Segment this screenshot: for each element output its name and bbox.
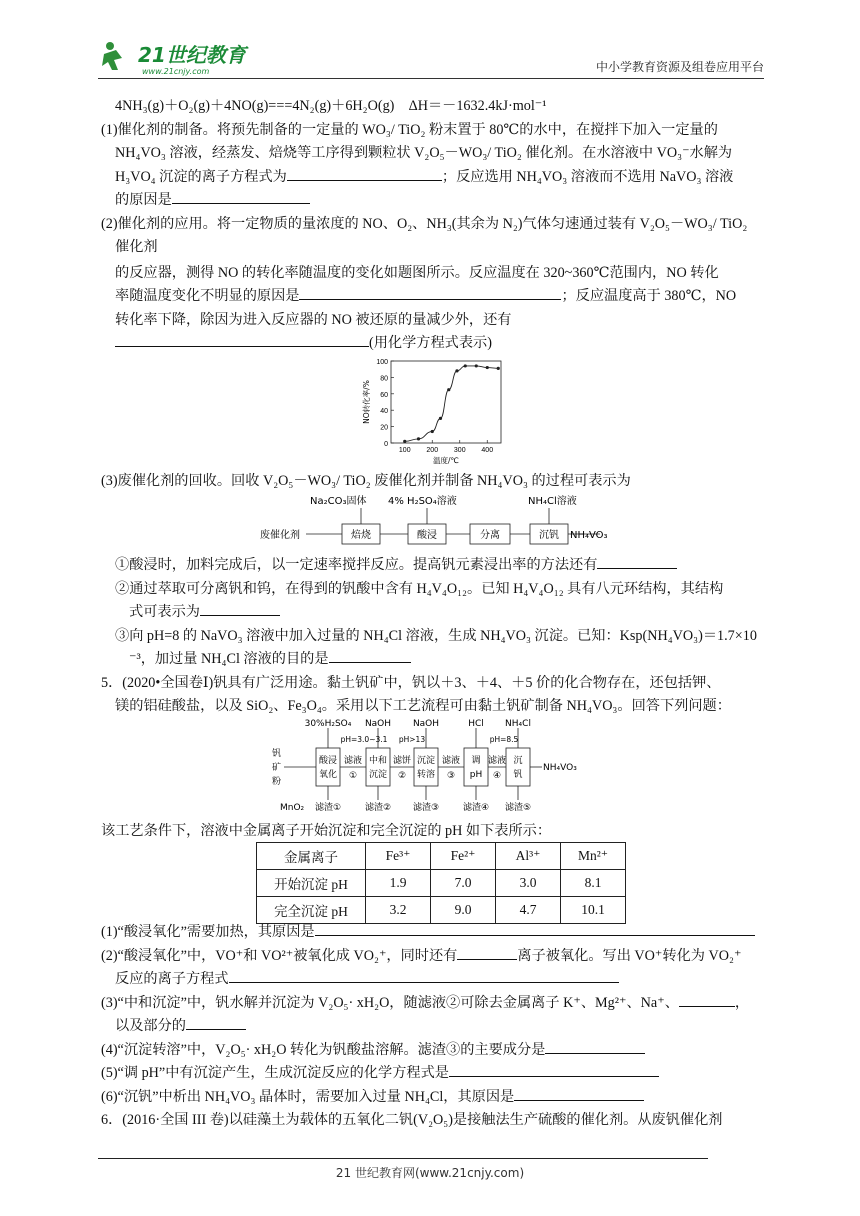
data-point <box>439 417 442 420</box>
reagent-label: NH₄Cl <box>505 719 531 729</box>
sub-question: (5)“调 pH”中有沉淀产生，生成沉淀反应的化学方程式是 <box>101 1062 771 1086</box>
answer-blank <box>287 166 442 181</box>
link-label: ② <box>397 771 407 781</box>
series-line <box>405 366 499 441</box>
x-axis-label: 温度/℃ <box>433 456 459 465</box>
answer-blank <box>597 554 677 569</box>
answer-blank <box>545 1039 645 1054</box>
data-point <box>447 388 450 391</box>
text-line: (用化学方程式表示) <box>115 332 765 356</box>
process-label: 钒 <box>513 770 523 780</box>
answer-blank <box>514 1086 644 1101</box>
link-label: ① <box>348 771 358 781</box>
sub-question: (1)“酸浸氧化”需要加热，其原因是 <box>101 921 771 945</box>
platform-name: 中小学教育资源及组卷应用平台 <box>595 60 764 74</box>
question-text-top <box>101 95 765 356</box>
table-cell: 4.7 <box>496 897 561 924</box>
reagent-label: HCl <box>468 719 484 729</box>
answer-blank <box>186 1015 246 1030</box>
y-tick-label: 0 <box>384 441 388 448</box>
text-line: NH₄VO₃ 溶液，经蒸发、焙烧等工序得到颗粒状 V₂O₅－WO₃/ TiO₂ 催化剂。在水溶液中 VO₃⁻水解为 <box>115 145 733 161</box>
residue-label: 滤渣④ <box>462 803 490 813</box>
flow-start: 粉 <box>272 777 282 787</box>
flow-input-label: Na₂CO₃固体 <box>310 496 367 507</box>
footer-text: 21 世纪教育网(www.21cnjy.com) <box>335 1166 525 1180</box>
process-label: 沉 <box>513 756 523 766</box>
data-point <box>431 430 434 433</box>
y-axis-label: NO转化率/% <box>362 380 371 424</box>
process-label: 沉淀 <box>368 770 388 780</box>
data-point <box>455 369 458 372</box>
text-line: 率随温度变化不明显的原因是 ；反应温度高于 380℃，NO <box>115 285 765 309</box>
link-label: ④ <box>492 771 502 781</box>
flow-start: 废催化剂 <box>260 530 300 541</box>
table-header-cell: Fe³⁺ <box>366 843 431 870</box>
no-conversion-graph <box>355 355 515 473</box>
table-cell: 10.1 <box>561 897 626 924</box>
data-point <box>403 440 406 443</box>
flow-step-label: 分离 <box>480 530 500 541</box>
footer-divider <box>98 1158 708 1159</box>
text-line: (2)催化剂的应用。将一定物质的量浓度的 NO、O₂、NH₃(其余为 N₂)气体匀速通过装有 V₂O₅－WO₃/ TiO₂ <box>101 215 748 232</box>
table-row <box>257 897 626 924</box>
data-point <box>486 366 489 369</box>
table-row <box>257 870 626 897</box>
table-cell: 3.0 <box>496 870 561 897</box>
vanadium-process-flowchart <box>268 718 598 822</box>
residue-label: 滤渣② <box>364 803 392 813</box>
data-point <box>417 437 420 440</box>
sub-question: (6)“沉钒”中析出 NH₄VO₃ 晶体时，需要加入过量 NH₄Cl，其原因是 <box>101 1086 771 1110</box>
text-line: 该工艺条件下，溶液中金属离子开始沉淀和完全沉淀的 pH 如下表所示： <box>101 823 552 839</box>
plot-frame <box>391 361 501 443</box>
answer-blank <box>200 601 280 616</box>
data-point <box>497 367 500 370</box>
process-label: 中和 <box>368 756 388 766</box>
process-box <box>464 748 488 786</box>
sub-question: (2)“酸浸氧化”中，VO⁺和 VO²⁺被氧化成 VO₂⁺，同时还有 离子被氧化。写出 VO⁺转化为 VO₂⁺ <box>101 945 771 969</box>
table-cell: 1.9 <box>366 870 431 897</box>
table-header-cell: Fe²⁺ <box>431 843 496 870</box>
y-tick-label: 100 <box>376 359 388 366</box>
link-label: 滤饼 <box>392 756 412 766</box>
text-line: 催化剂 <box>115 239 158 255</box>
table-header-cell: Mn²⁺ <box>561 843 626 870</box>
flow-step-label: 沉钒 <box>539 530 559 541</box>
flow-start: 钒 <box>272 749 282 759</box>
table-cell: 完全沉淀 pH <box>257 897 366 924</box>
reagent-label: NaOH <box>412 719 440 729</box>
answer-blank <box>449 1062 659 1077</box>
data-point <box>475 364 478 367</box>
table-cell: 3.2 <box>366 897 431 924</box>
y-tick-label: 60 <box>380 391 388 399</box>
answer-blank <box>115 332 369 347</box>
process-label: 酸浸 <box>318 756 338 766</box>
flow-product: NH₄VO₃ <box>570 530 608 541</box>
link-label: 滤液 <box>343 756 363 766</box>
table-header-row <box>257 843 626 870</box>
header-divider <box>98 78 764 79</box>
condition-label: pH=8.5 <box>489 735 519 744</box>
process-label: 沉淀 <box>416 756 436 766</box>
text-line: ①酸浸时，加料完成后，以一定速率搅拌反应。提高钒元素浸出率的方法还有 <box>115 554 765 578</box>
text-line: ⁻³，加过量 NH₄Cl 溶液的目的是 <box>115 648 765 672</box>
y-tick-label: 40 <box>380 408 388 416</box>
x-tick-label: 100 <box>398 447 411 454</box>
text-line: 镁的铝硅酸盐，以及 SiO₂、Fe₃O₄。采用以下工艺流程可由黏土钒矿制备 NH₄VO₃。回答下列问题： <box>115 698 731 714</box>
text-line: 反应的离子方程式 <box>101 968 771 992</box>
answer-blank <box>299 285 561 300</box>
text-line: 转化率下降，除因为进入反应器的 NO 被还原的量减少外，还有 <box>115 311 512 328</box>
table-header-cell: Al³⁺ <box>496 843 561 870</box>
flow-product: NH₄VO₃ <box>543 763 577 773</box>
residue-label: 滤渣① <box>314 803 342 813</box>
text-line: 以及部分的 <box>101 1015 771 1039</box>
text-line: ③向 pH=8 的 NaVO₃ 溶液中加入过量的 NH₄Cl 溶液，生成 NH₄VO₃ 沉淀。已知：Ksp(NH₄VO₃)＝1.7×10 <box>115 627 757 644</box>
residue-label: 滤渣⑤ <box>504 803 532 813</box>
table-header-cell: 金属离子 <box>257 843 366 870</box>
link-label: 滤液 <box>487 756 507 766</box>
table-cell: 8.1 <box>561 870 626 897</box>
equation-line: 4NH₃(g)＋O₂(g)＋4NO(g)===4N₂(g)＋6H₂O(g) ΔH＝－1632.4kJ·mol⁻¹ <box>115 98 547 114</box>
site-logo <box>98 38 258 78</box>
y-tick-label: 20 <box>380 424 388 432</box>
process-box <box>414 748 438 786</box>
condition-label: pH=3.0~3.1 <box>340 735 388 744</box>
process-label: 氧化 <box>318 770 338 780</box>
text-line: (1)催化剂的制备。将预先制备的一定量的 WO₃/ TiO₂ 粉末置于 80℃的水中，在搅拌下加入一定量的 <box>101 121 718 138</box>
sub-question: (3)“中和沉淀”中，钒水解并沉淀为 V₂O₅· xH₂O，随滤液②可除去金属离子 K⁺、Mg²⁺、Na⁺、 ， <box>101 992 771 1016</box>
process-label: 调 <box>471 756 481 766</box>
x-tick-label: 200 <box>426 447 439 454</box>
answer-blank <box>457 945 517 960</box>
flow-input-label: 4% H₂SO₄溶液 <box>388 496 457 507</box>
question-5-line: 5．(2020•全国卷Ⅰ)钒具有广泛用途。黏土钒矿中，钒以＋3、＋4、＋5 价的化合物存在，还包括钾、 <box>101 674 721 691</box>
text-line: ②通过萃取可分离钒和钨，在得到的钒酸中含有 H₄V₄O₁₂。已知 H₄V₄O₁₂ 具有八元环结构，其结构 <box>115 580 724 597</box>
residue-label: 滤渣③ <box>412 803 440 813</box>
text-line: 式可表示为 <box>115 601 765 625</box>
y-tick-label: 80 <box>380 375 388 383</box>
flow-step-label: 酸浸 <box>417 530 437 541</box>
answer-blank <box>329 648 411 663</box>
x-tick-label: 300 <box>453 447 466 454</box>
process-box <box>366 748 390 786</box>
flow-input-label: NH₄Cl溶液 <box>528 496 577 507</box>
reagent-label: 30%H₂SO₄ <box>304 719 352 729</box>
text-line: (3)废催化剂的回收。回收 V₂O₅－WO₃/ TiO₂ 废催化剂并制备 NH₄VO₃ 的过程可表示为 <box>101 473 631 489</box>
text-line: 的原因是 <box>115 189 765 213</box>
answer-blank <box>229 968 619 983</box>
x-tick-label: 400 <box>481 447 494 454</box>
table-cell: 9.0 <box>431 897 496 924</box>
link-label: 滤液 <box>441 756 461 766</box>
table-cell: 7.0 <box>431 870 496 897</box>
flow-start: 矿 <box>272 763 282 773</box>
process-label: 转溶 <box>416 770 436 780</box>
logo-text: 21世纪教育 <box>138 43 246 67</box>
question-6-line: 6．(2016·全国 III 卷)以硅藻土为载体的五氧化二钒(V₂O₅)是接触法生产硫酸的催化剂。从废钒催化剂 <box>101 1112 723 1128</box>
logo-url: www.21cnjy.com <box>142 67 210 76</box>
answer-blank <box>315 921 755 936</box>
mno2-label: MnO₂ <box>280 803 305 813</box>
process-label: pH <box>469 770 483 780</box>
sub-question: (4)“沉淀转溶”中，V₂O₅· xH₂O 转化为钒酸盐溶解。滤渣③的主要成分是 <box>101 1039 771 1063</box>
text-line: H₃VO₄ 沉淀的离子方程式为 ；反应选用 NH₄VO₃ 溶液而不选用 NaVO₃ 溶液 <box>115 166 765 190</box>
process-box <box>316 748 340 786</box>
condition-label: pH>13 <box>398 735 426 744</box>
reagent-label: NaOH <box>364 719 392 729</box>
link-label: ③ <box>446 771 456 781</box>
data-point <box>464 364 467 367</box>
table-cell: 开始沉淀 pH <box>257 870 366 897</box>
process-box <box>506 748 530 786</box>
answer-blank <box>679 992 735 1007</box>
ph-table <box>256 842 626 924</box>
text-line: 的反应器，测得 NO 的转化率随温度的变化如题图所示。反应温度在 320~360℃范围内，NO 转化 <box>115 264 719 281</box>
recycle-flowchart <box>260 492 620 552</box>
flow-step-label: 焙烧 <box>351 530 371 541</box>
answer-blank <box>172 189 310 204</box>
